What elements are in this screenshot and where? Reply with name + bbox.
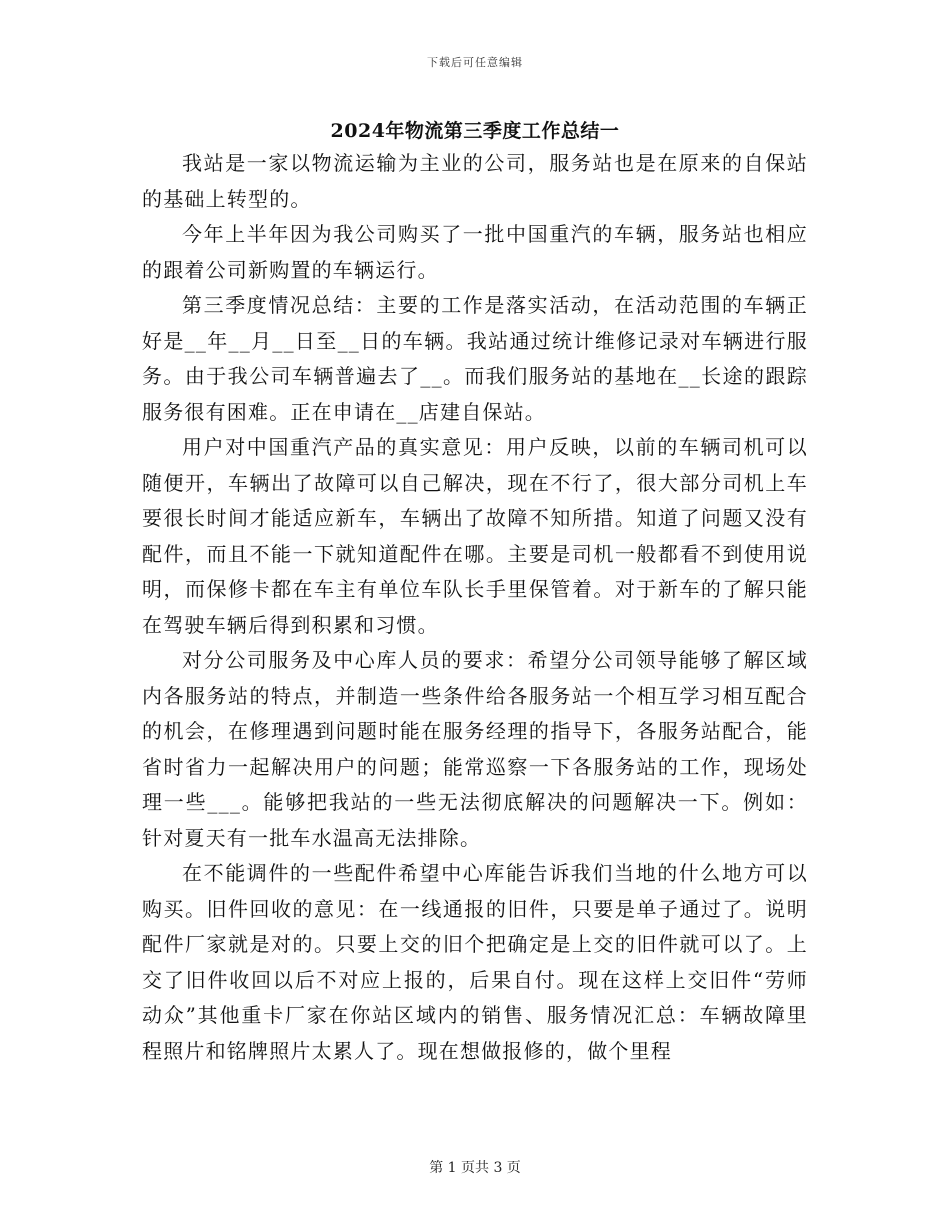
page-header-note: 下载后可任意编辑 (427, 56, 523, 69)
paragraph-5: 对分公司服务及中心库人员的要求：希望分公司领导能够了解区域内各服务站的特点，并制造一些条件给各服务站一个相互学习相互配合的机会，在修理遇到问题时能在服务经理的指导下，各服务站配合，能省时省力一起解决用户的问题；能常巡察一下各服务站的工作，现场处理一些___。能够把我站的一些无法彻底解决的问题解决一下。例如：针对夏天有一批车水温高无法排除。 (142, 648, 808, 850)
paragraph-6: 在不能调件的一些配件希望中心库能告诉我们当地的什么地方可以购买。旧件回收的意见：在一线通报的旧件，只要是单子通过了。说明配件厂家就是对的。只要上交的旧个把确定是上交的旧件就可以了。上交了旧件收回以后不对应上报的，后果自付。现在这样上交旧件“劳师动众”其他重卡厂家在你站区域内的销售、服务情况汇总：车辆故障里程照片和铭牌照片太累人了。现在想做报修的，做个里程 (142, 861, 808, 1063)
document-title: 2024年物流第三季度工作总结一 (330, 120, 620, 142)
document-body (142, 146, 808, 1069)
paragraph-4: 用户对中国重汽产品的真实意见：用户反映，以前的车辆司机可以随便开，车辆出了故障可以自己解决，现在不行了，很大部分司机上车要很长时间才能适应新车，车辆出了故障不知所措。知道了问题又没有配件，而且不能一下就知道配件在哪。主要是司机一般都看不到使用说明，而保修卡都在车主有单位车队长手里保管着。对于新车的了解只能在驾驶车辆后得到积累和习惯。 (142, 435, 808, 637)
page-number: 第 1 页共 3 页 (429, 1160, 521, 1176)
paragraph-2: 今年上半年因为我公司购买了一批中国重汽的车辆，服务站也相应的跟着公司新购置的车辆运行。 (142, 222, 808, 282)
paragraph-1: 我站是一家以物流运输为主业的公司，服务站也是在原来的自保站的基础上转型的。 (142, 151, 808, 211)
paragraph-3: 第三季度情况总结：主要的工作是落实活动，在活动范围的车辆正好是__年__月__日至__日的车辆。我站通过统计维修记录对车辆进行服务。由于我公司车辆普遍去了__。而我们服务站的基地在__长途的跟踪服务很有困难。正在申请在__店建自保站。 (142, 293, 808, 424)
